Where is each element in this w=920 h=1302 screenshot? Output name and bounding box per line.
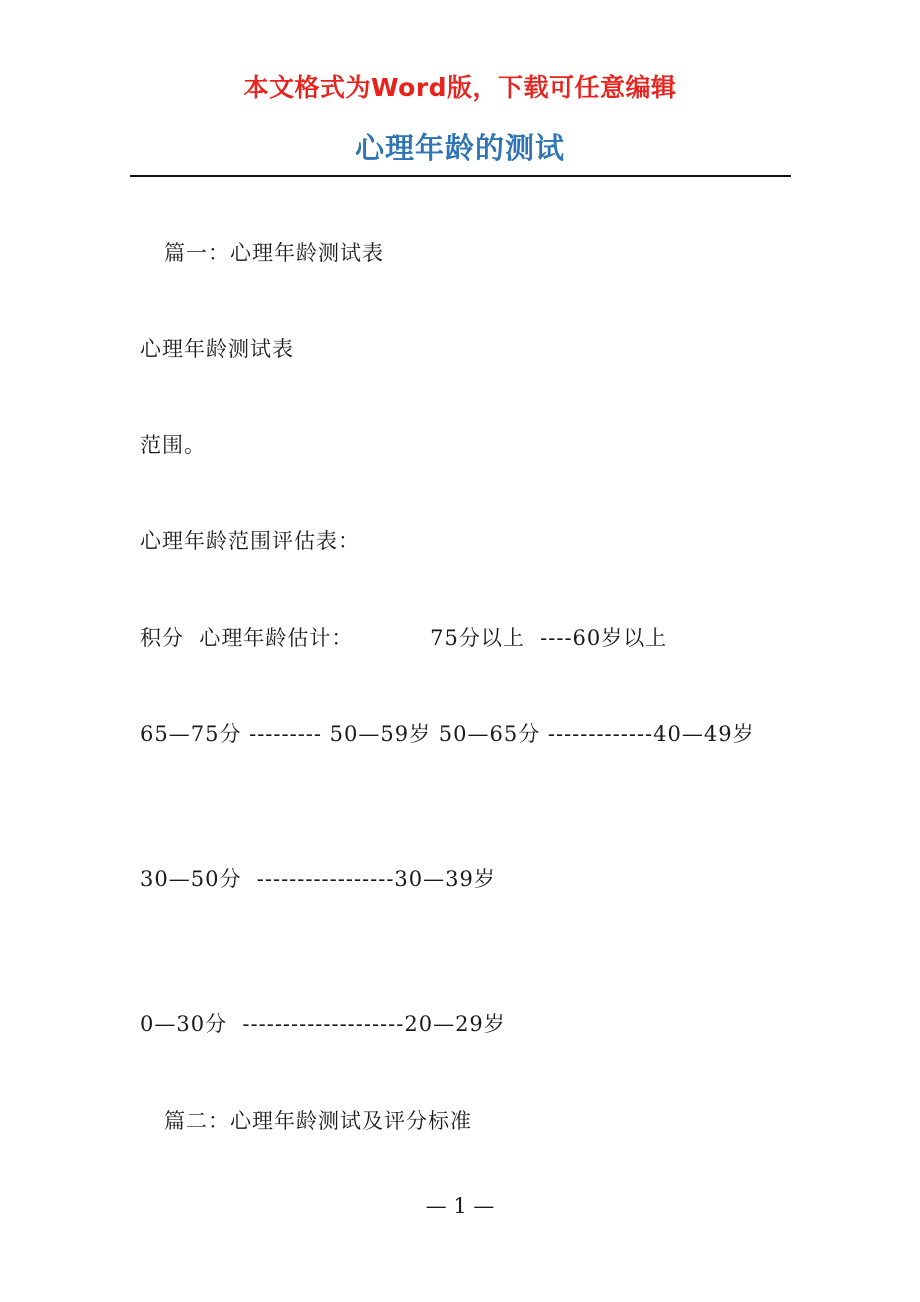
score-row-75-plus: 积分 心理年龄估计： 75分以上 ----60岁以上 xyxy=(140,626,668,650)
score-row-65-75-and-50-65: 65—75分 --------- 50—59岁 50—65分 -------------40—49岁 xyxy=(140,722,755,746)
format-notice: 本文格式为Word版，下载可任意编辑 xyxy=(243,73,677,102)
paragraph-range: 范围。 xyxy=(140,433,206,457)
score-row-30-50: 30—50分 -----------------30—39岁 xyxy=(140,867,496,891)
score-row-0-30: 0—30分 --------------------20—29岁 xyxy=(140,1012,506,1036)
title-divider xyxy=(130,175,791,177)
page-number: — 1 — xyxy=(425,1194,495,1218)
section-heading-1: 篇一：心理年龄测试表 xyxy=(164,241,384,265)
paragraph-test-table: 心理年龄测试表 xyxy=(140,337,294,361)
document-title: 心理年龄的测试 xyxy=(354,131,565,165)
section-heading-2: 篇二：心理年龄测试及评分标准 xyxy=(164,1109,472,1133)
paragraph-assessment-table: 心理年龄范围评估表： xyxy=(140,529,360,553)
